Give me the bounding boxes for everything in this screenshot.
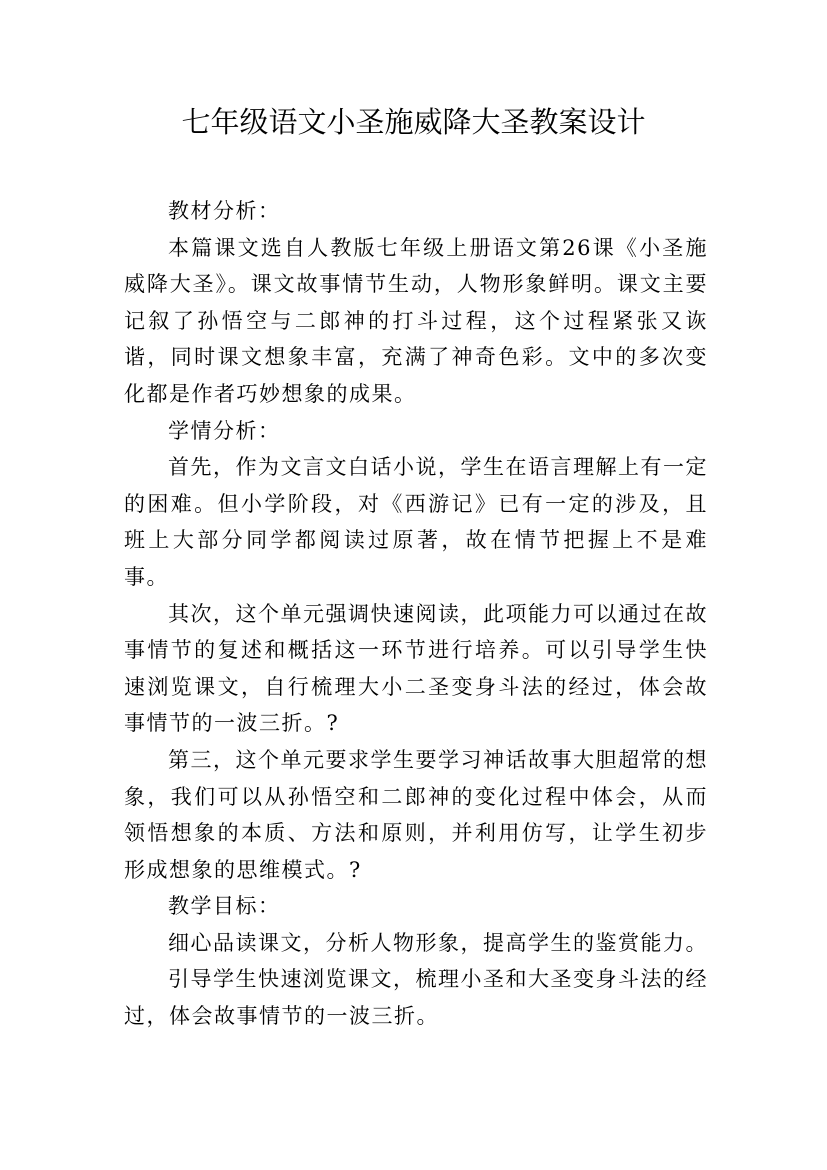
document-title: 七年级语文小圣施威降大圣教案设计 xyxy=(181,105,646,139)
section-heading-student-analysis: 学情分析： xyxy=(168,418,281,443)
document-body xyxy=(124,193,708,1035)
paragraph-student-analysis-second: 其次，这个单元强调快速阅读，此项能力可以通过在故事情节的复述和概括这一环节进行培养。可以引导学生快速浏览课文，自行梳理大小二圣变身斗法的经过，体会故事情节的一波三折。? xyxy=(124,601,708,736)
section-heading-teaching-goals: 教学目标： xyxy=(168,894,281,919)
paragraph-textbook-analysis: 本篇课文选自人教版七年级上册语文第26课《小圣施威降大圣》。课文故事情节生动，人物形象鲜明。课文主要记叙了孙悟空与二郎神的打斗过程，这个过程紧张又诙谐，同时课文想象丰富，充满了神奇色彩。文中的多次变化都是作者巧妙想象的成果。 xyxy=(124,235,708,406)
section-heading-textbook-analysis: 教材分析： xyxy=(168,199,281,223)
paragraph-teaching-goal-2: 引导学生快速浏览课文，梳理小圣和大圣变身斗法的经过，体会故事情节的一波三折。 xyxy=(124,967,708,1029)
paragraph-student-analysis-third: 第三，这个单元要求学生要学习神话故事大胆超常的想象，我们可以从孙悟空和二郎神的变化过程中体会，从而领悟想象的本质、方法和原则，并利用仿写，让学生初步形成想象的思维模式。? xyxy=(124,747,708,882)
paragraph-teaching-goal-1: 细心品读课文，分析人物形象，提高学生的鉴赏能力。 xyxy=(168,930,708,955)
paragraph-student-analysis-first: 首先，作为文言文白话小说，学生在语言理解上有一定的困难。但小学阶段，对《西游记》已有一定的涉及，且班上大部分同学都阅读过原著，故在情节把握上不是难事。 xyxy=(124,455,708,589)
